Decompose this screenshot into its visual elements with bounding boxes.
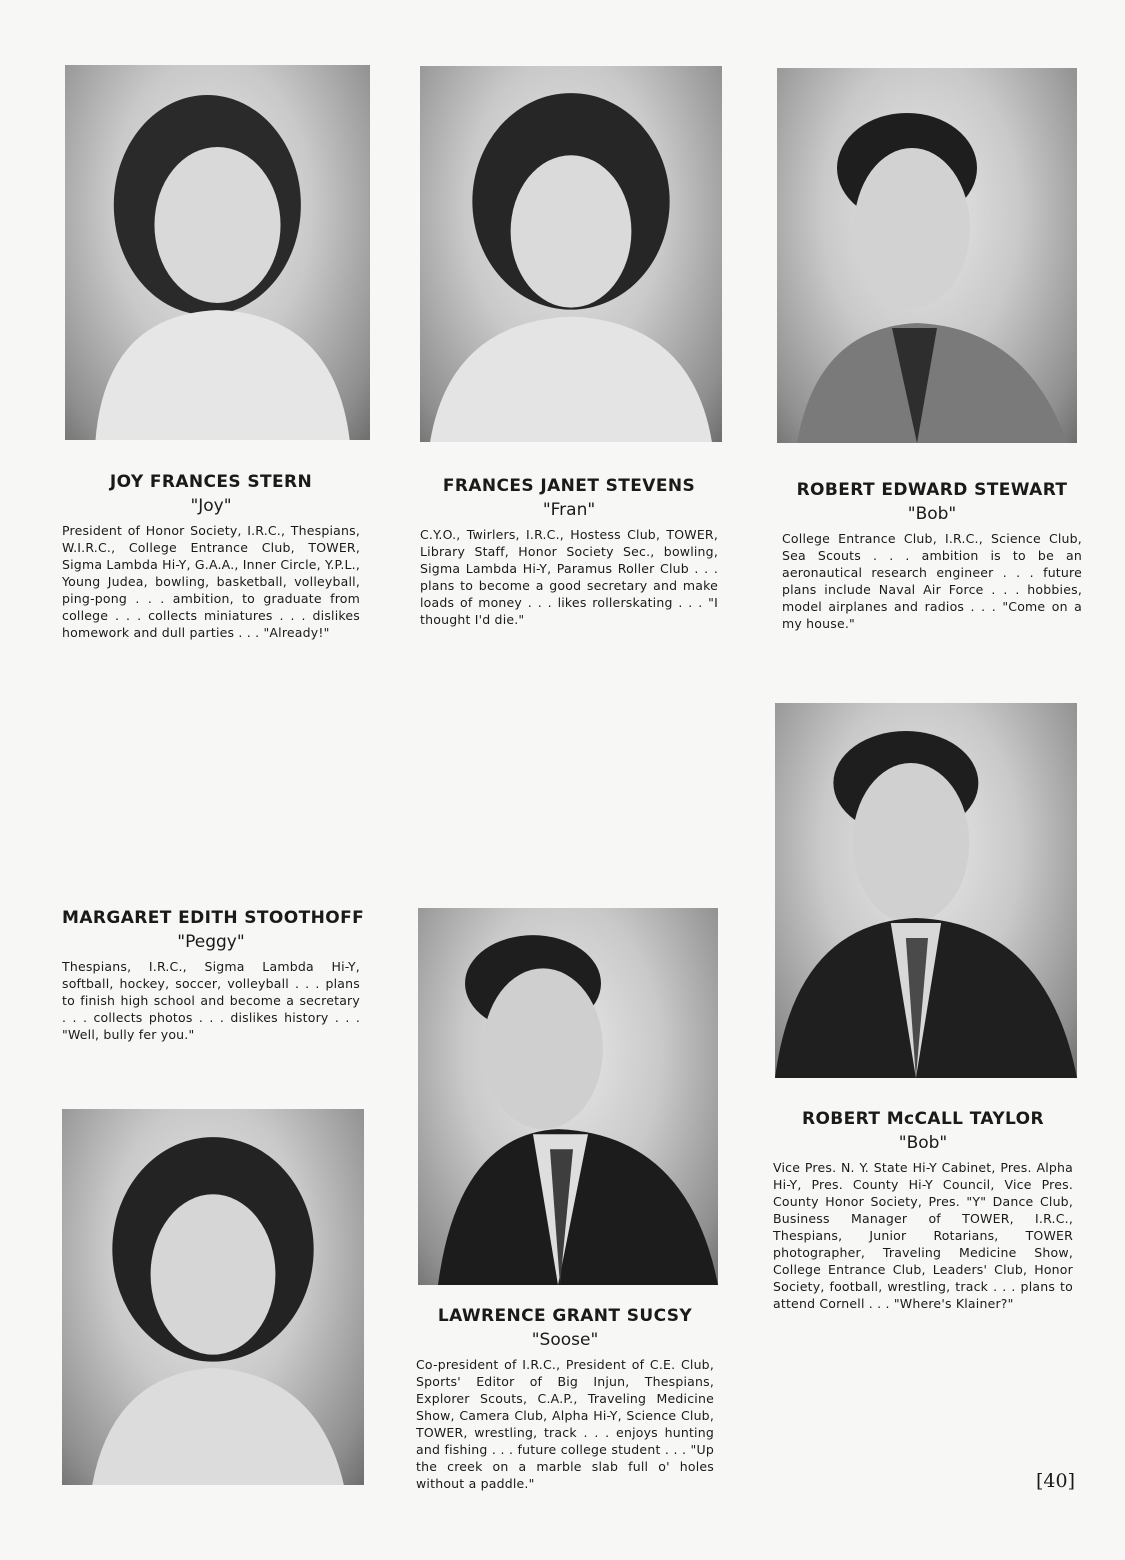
student-name: FRANCES JANET STEVENS xyxy=(442,476,696,496)
student-nickname: "Joy" xyxy=(190,496,232,516)
portrait-photo-stoothoff-margaret xyxy=(62,1109,364,1485)
student-entry-stewart-robert xyxy=(782,480,1082,632)
student-bio: Co-president of I.R.C., President of C.E. Club, Sports' Editor of Big Injun, Thespians, Explorer Scouts, C.A.P., Traveling Medicine Show, Camera Club, Alpha Hi-Y, Science Club, TOWER, wrestling, track . . . enjoys hunting and fishing . . . future college student . . . "Up the creek on a marble slab full o' holes without a paddle." xyxy=(416,1357,714,1491)
student-bio: C.Y.O., Twirlers, I.R.C., Hostess Club, TOWER, Library Staff, Honor Society Sec., bowling, Sigma Lambda Hi-Y, Paramus Roller Club . . . plans to become a good secretary and make loads of money . . . likes rollerskating . . . "I thought I'd die." xyxy=(420,527,718,627)
student-entry-stern-joy xyxy=(62,472,360,641)
portrait-photo-taylor-robert xyxy=(775,703,1077,1078)
student-bio: Vice Pres. N. Y. State Hi-Y Cabinet, Pres. Alpha Hi-Y, Pres. County Hi-Y Council, Vice Pres. County Honor Society, Pres. "Y" Dance Club, Business Manager of TOWER, I.R.C., Thespians, Junior Rotarians, TOWER photographer, Traveling Medicine Show, College Entrance Club, Leaders' Club, Honor Society, football, wrestling, track . . . plans to attend Cornell . . . "Where's Klainer?" xyxy=(773,1160,1073,1311)
student-nickname: "Bob" xyxy=(898,1133,948,1153)
student-name: MARGARET EDITH STOOTHOFF xyxy=(62,908,365,928)
student-bio: President of Honor Society, I.R.C., Thespians, W.I.R.C., College Entrance Club, TOWER, Sigma Lambda Hi-Y, G.A.A., Inner Circle, Y.P.L., Young Judea, bowling, basketball, volleyball, ping-pong . . . ambition, to graduate from college . . . collects miniatures . . . dislikes homework and dull parties . . . "Already!" xyxy=(62,523,360,640)
student-name: JOY FRANCES STERN xyxy=(109,472,313,492)
student-name: ROBERT EDWARD STEWART xyxy=(796,480,1068,500)
student-nickname: "Soose" xyxy=(531,1330,599,1350)
portrait-photo-sucsy-lawrence xyxy=(418,908,718,1285)
student-entry-sucsy-lawrence xyxy=(416,1306,714,1492)
student-entry-taylor-robert xyxy=(773,1109,1073,1312)
student-name: ROBERT McCALL TAYLOR xyxy=(801,1109,1045,1129)
student-bio: Thespians, I.R.C., Sigma Lambda Hi-Y, softball, hockey, soccer, volleyball . . . plans to finish high school and become a secretary . . . collects photos . . . dislikes history . . . "Well, bully fer you." xyxy=(62,959,360,1042)
page-number: [40] xyxy=(1036,1470,1076,1492)
portrait-photo-stewart-robert xyxy=(777,68,1077,443)
student-nickname: "Peggy" xyxy=(177,932,245,952)
student-entry-stoothoff-margaret xyxy=(62,908,365,1043)
student-nickname: "Fran" xyxy=(542,500,596,520)
student-name: LAWRENCE GRANT SUCSY xyxy=(437,1306,693,1326)
student-nickname: "Bob" xyxy=(907,504,957,524)
portrait-photo-stern-joy xyxy=(65,65,370,440)
portrait-photo-stevens-frances xyxy=(420,66,722,442)
student-bio: College Entrance Club, I.R.C., Science Club, Sea Scouts . . . ambition is to be an aeronautical research engineer . . . future plans include Naval Air Force . . . hobbies, model airplanes and radios . . . "Come on a my house." xyxy=(782,531,1082,631)
student-entry-stevens-frances xyxy=(420,476,718,628)
